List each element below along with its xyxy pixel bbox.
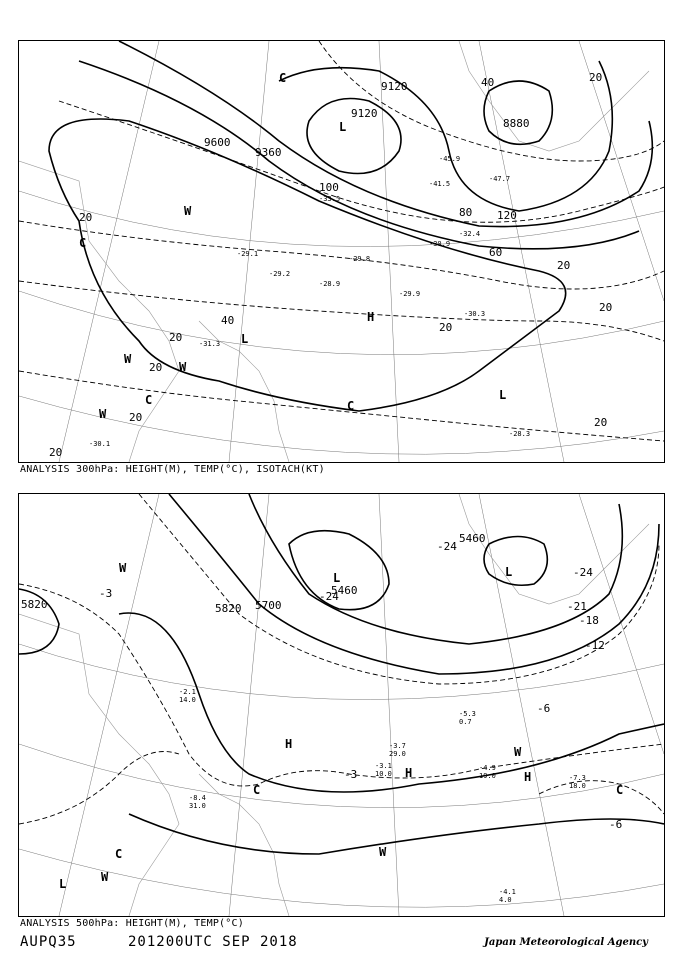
- station-temp: -5.3: [459, 710, 476, 718]
- isotach-label: 20: [439, 321, 453, 334]
- temp-value: -28.9: [319, 280, 341, 288]
- station-dewpoint: 10.0: [375, 770, 392, 778]
- map-300hpa-canvas: [19, 41, 664, 462]
- low-symbol: L: [499, 388, 507, 402]
- isotach-label: 20: [79, 211, 93, 224]
- temp-value: -30.9: [429, 240, 451, 248]
- high-symbol: H: [405, 766, 413, 780]
- temp-value: -47.7: [489, 175, 511, 183]
- height-label-5820-b: 5820: [215, 602, 242, 615]
- warm-symbol: W: [379, 845, 387, 859]
- system-symbols: [59, 561, 623, 891]
- warm-symbol: W: [179, 360, 187, 374]
- isotach-label: 60: [489, 246, 503, 259]
- height-label-9360: 9360: [255, 146, 282, 159]
- warm-symbol: W: [124, 352, 132, 366]
- low-symbol: L: [333, 571, 341, 585]
- isotherm-label: -3: [99, 587, 113, 600]
- agency-name: Japan Meteorological Agency: [484, 937, 648, 948]
- station-dewpoint: 29.0: [389, 750, 406, 758]
- cold-symbol: C: [253, 783, 261, 797]
- low-symbol: L: [241, 332, 249, 346]
- isotherm-contours: [19, 494, 664, 824]
- isotach-label: 40: [221, 314, 235, 327]
- isotach-label: 20: [149, 361, 163, 374]
- temp-value: -45.9: [439, 155, 461, 163]
- isotherm-label: -3: [344, 768, 358, 781]
- station-dewpoint: 14.0: [179, 696, 196, 704]
- temp-value: -29.9: [399, 290, 421, 298]
- low-symbol: L: [339, 120, 347, 134]
- height-label-5460-a: 5460: [331, 584, 358, 597]
- station-dewpoint: 31.0: [189, 802, 206, 810]
- station-dewpoint: 4.0: [499, 896, 512, 904]
- station-temp: -3.7: [389, 742, 406, 750]
- map-panel-300hpa: [18, 40, 665, 463]
- map-500hpa-canvas: [19, 494, 664, 916]
- cold-symbol: C: [616, 783, 624, 797]
- cold-symbol: C: [279, 71, 287, 85]
- isotherm-label: -24: [437, 540, 457, 553]
- isotherm-label: -6: [537, 702, 551, 715]
- height-label-9120-a: 9120: [381, 80, 408, 93]
- valid-time: 201200UTC SEP 2018: [128, 934, 298, 950]
- isotherm-label: -21: [567, 600, 587, 613]
- chart-code: AUPQ35: [20, 934, 77, 950]
- isotherm-label: -24: [573, 566, 593, 579]
- isotherm-labels: [99, 540, 622, 831]
- latlon-grid: [19, 41, 664, 462]
- temp-value: -29.2: [269, 270, 291, 278]
- isotach-label: 20: [594, 416, 608, 429]
- isotach-label: 120: [497, 209, 517, 222]
- height-contours: [49, 41, 652, 411]
- temp-value: -30.3: [464, 310, 486, 318]
- caption-500hpa: ANALYSIS 500hPa: HEIGHT(M), TEMP(°C): [20, 918, 244, 929]
- isotach-label: 20: [169, 331, 183, 344]
- low-symbol: L: [505, 565, 513, 579]
- temp-value: -33.5: [319, 195, 341, 203]
- cold-symbol: C: [79, 236, 87, 250]
- cold-symbol: C: [145, 393, 153, 407]
- station-temp: -8.4: [189, 794, 206, 802]
- isotach-label: 80: [459, 206, 473, 219]
- height-label-5820-a: 5820: [21, 598, 48, 611]
- station-dewpoint: 19.0: [479, 772, 496, 780]
- height-label-9120-b: 9120: [351, 107, 378, 120]
- height-labels: [21, 532, 486, 615]
- coastline: [19, 41, 649, 462]
- warm-symbol: W: [119, 561, 127, 575]
- map-panel-500hpa: [18, 493, 665, 917]
- temp-value: -28.3: [509, 430, 531, 438]
- cold-symbol: C: [347, 399, 355, 413]
- temp-value: -29.8: [349, 255, 371, 263]
- height-label-9600: 9600: [204, 136, 231, 149]
- isotherm-label: -24: [319, 590, 339, 603]
- warm-symbol: W: [184, 204, 192, 218]
- warm-symbol: W: [99, 407, 107, 421]
- isotach-label: 20: [129, 411, 143, 424]
- warm-symbol: W: [514, 745, 522, 759]
- temp-value: -31.3: [199, 340, 221, 348]
- coastline: [19, 494, 649, 916]
- isotherm-label: -6: [609, 818, 623, 831]
- isotach-label: 100: [319, 181, 339, 194]
- caption-300hpa: ANALYSIS 300hPa: HEIGHT(M), TEMP(°C), ISOTACH(KT): [20, 464, 325, 475]
- isotherm-label: -18: [579, 614, 599, 627]
- height-contours: [19, 494, 664, 854]
- station-dewpoint: 0.7: [459, 718, 472, 726]
- high-symbol: H: [524, 770, 532, 784]
- station-temp: -7.3: [569, 774, 586, 782]
- temp-value: -32.4: [459, 230, 481, 238]
- temp-value: -30.1: [89, 440, 111, 448]
- isotach-label: 20: [557, 259, 571, 272]
- temp-value: -41.5: [429, 180, 451, 188]
- isotach-label: 20: [599, 301, 613, 314]
- station-temp: -4.1: [499, 888, 516, 896]
- isotach-label: 40: [481, 76, 495, 89]
- high-symbol: H: [367, 310, 375, 324]
- station-temp: -3.1: [375, 762, 392, 770]
- height-label-8880: 8880: [503, 117, 530, 130]
- station-temp: -2.1: [179, 688, 196, 696]
- isotherm-label: -12: [585, 639, 605, 652]
- station-dewpoint: 18.0: [569, 782, 586, 790]
- height-label-5700: 5700: [255, 599, 282, 612]
- isotach-label: 20: [49, 446, 63, 459]
- isotach-label: 20: [589, 71, 603, 84]
- low-symbol: L: [59, 877, 67, 891]
- cold-symbol: C: [115, 847, 123, 861]
- high-symbol: H: [285, 737, 293, 751]
- height-label-5460-b: 5460: [459, 532, 486, 545]
- warm-symbol: W: [101, 870, 109, 884]
- isotach-contours: [19, 41, 664, 441]
- station-temp: -4.9: [479, 764, 496, 772]
- temp-value: -29.1: [237, 250, 259, 258]
